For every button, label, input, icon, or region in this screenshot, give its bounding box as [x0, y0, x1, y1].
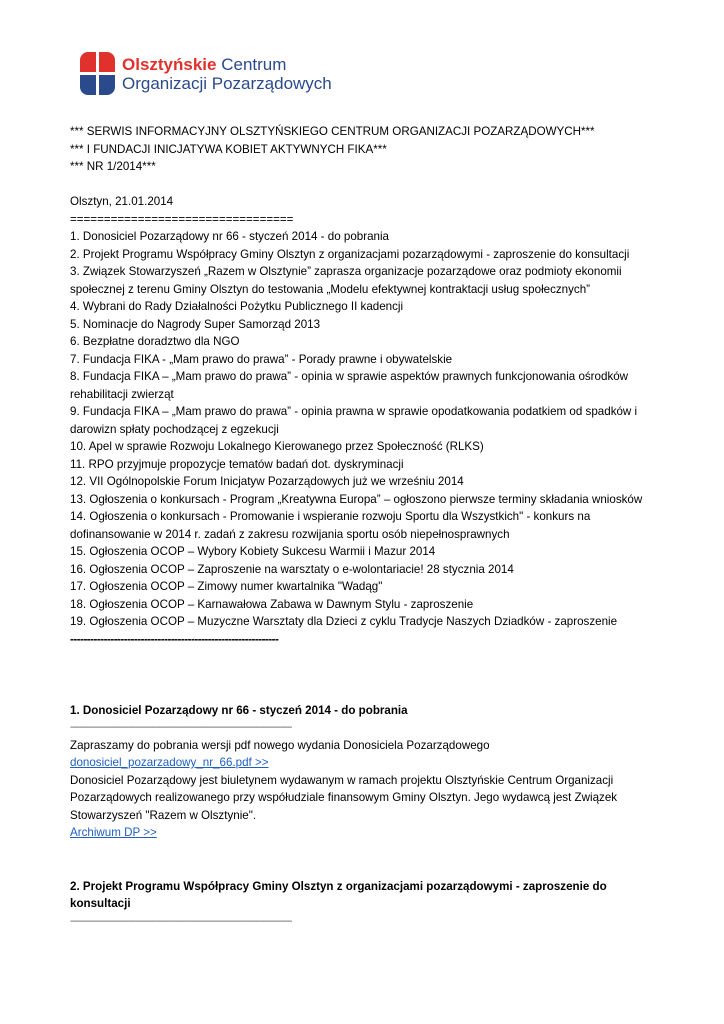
toc-item: 16. Ogłoszenia OCOP – Zaproszenie na warsztaty o e-wolontariacie! 28 stycznia 2014	[70, 562, 514, 576]
place-date: Olsztyn, 21.01.2014	[70, 195, 174, 208]
section-1-body: Donosiciel Pozarządowy jest biuletynem wydawanym w ramach projektu Olsztyńskie Centrum Organizacji Pozarządowych realizowanego przy współudziale finansowym Gminy Olsztyn. Jego wydawcą jest Związek Stowarzyszeń "Razem w Olsztynie".	[70, 773, 618, 822]
toc-item: 19. Ogłoszenia OCOP – Muzyczne Warsztaty dla Dzieci z cyklu Tradycje Naszych Dziadków - zaproszenie	[70, 615, 618, 628]
ocop-logo-mark-icon	[80, 52, 116, 96]
separator-dash: --------------------------------------------------------------	[70, 632, 279, 646]
logo-text	[122, 55, 332, 93]
header-line-1: *** SERWIS INFORMACYJNY OLSZTYŃSKIEGO CENTRUM ORGANIZACJI POZARZĄDOWYCH***	[70, 125, 595, 138]
logo-brand-red: Olsztyńskie	[122, 55, 217, 74]
toc-item: 14. Ogłoszenia o konkursach - Promowanie i wspieranie rozwoju Sportu dla Wszystkich" - konkurs na dofinansowanie w 2014 r. zadań z zakresu rozwijania sportu osób niepełnosprawnych	[70, 510, 591, 541]
toc-item: 9. Fundacja FIKA – „Mam prawo do prawa” - opinia prawna w sprawie opodatkowania podatkiem od spadków i darowizn spłaty pochodzącej z egzekucji	[70, 405, 638, 436]
toc-item: 2. Projekt Programu Współpracy Gminy Olsztyn z organizacjami pozarządowymi - zaproszenie do konsultacji	[70, 247, 630, 261]
section-2-title: 2. Projekt Programu Współpracy Gminy Olsztyn z organizacjami pozarządowymi - zaproszenie do konsultacji	[70, 879, 607, 910]
header-line-2: *** I FUNDACJI INICJATYWA KOBIET AKTYWNYCH FIKA***	[70, 142, 387, 156]
separator-equals: =================================	[70, 212, 294, 226]
toc-item: 1. Donosiciel Pozarządowy nr 66 - styczeń 2014 - do pobrania	[70, 230, 390, 243]
toc-item: 17. Ogłoszenia OCOP – Zimowy numer kwartalnika "Wadąg"	[70, 580, 383, 593]
logo-line2: Organizacji Pozarządowych	[122, 74, 332, 93]
section-1-divider: -----------------------------------------------------------------------------------------------	[70, 722, 292, 733]
toc-item: 13. Ogłoszenia o konkursach - Program „Kreatywna Europa” – ogłoszono pierwsze terminy składania wniosków	[70, 492, 643, 506]
toc-item: 15. Ogłoszenia OCOP – Wybory Kobiety Sukcesu Warmii i Mazur 2014	[70, 545, 436, 558]
toc-item: 6. Bezpłatne doradztwo dla NGO	[70, 335, 240, 348]
toc-item: 5. Nominacje do Nagrody Super Samorząd 2013	[70, 317, 321, 331]
table-of-contents	[70, 228, 670, 631]
document-body	[70, 123, 670, 930]
pdf-download-link[interactable]: donosiciel_pozarzadowy_nr_66.pdf >>	[70, 756, 269, 769]
logo-brand-blue: Centrum	[221, 55, 287, 74]
archive-link[interactable]: Archiwum DP >>	[70, 826, 157, 839]
section-2	[70, 878, 670, 931]
toc-item: 11. RPO przyjmuje propozycje tematów badań dot. dyskryminacji	[70, 457, 404, 471]
toc-item: 4. Wybrani do Rady Działalności Pożytku Publicznego II kadencji	[70, 300, 404, 313]
toc-item: 8. Fundacja FIKA – „Mam prawo do prawa” - opinia w sprawie aspektów prawnych funkcjonowania ośrodków rehabilitacji zwierząt	[70, 370, 629, 401]
toc-item: 12. VII Ogólnopolskie Forum Inicjatyw Pozarządowych już we wrześniu 2014	[70, 475, 464, 488]
section-1-title: 1. Donosiciel Pozarządowy nr 66 - styczeń 2014 - do pobrania	[70, 703, 408, 717]
toc-item: 18. Ogłoszenia OCOP – Karnawałowa Zabawa w Dawnym Stylu - zaproszenie	[70, 597, 474, 611]
section-1-intro: Zapraszamy do pobrania wersji pdf nowego wydania Donosiciela Pozarządowego	[70, 738, 490, 752]
toc-item: 10. Apel w sprawie Rozwoju Lokalnego Kierowanego przez Społeczność (RLKS)	[70, 440, 484, 453]
toc-item: 7. Fundacja FIKA - „Mam prawo do prawa” - Porady prawne i obywatelskie	[70, 352, 453, 366]
toc-item: 3. Związek Stowarzyszeń „Razem w Olsztynie” zaprasza organizacje pozarządowe oraz podmioty ekonomii społecznej z terenu Gminy Olsztyn do testowania „Modelu efektywnej kontraktacji usług społecznych”	[70, 265, 622, 296]
section-2-divider: -----------------------------------------------------------------------------------------------	[70, 915, 292, 927]
header-line-3: *** NR 1/2014***	[70, 160, 156, 173]
logo	[80, 50, 332, 98]
section-1	[70, 702, 670, 842]
